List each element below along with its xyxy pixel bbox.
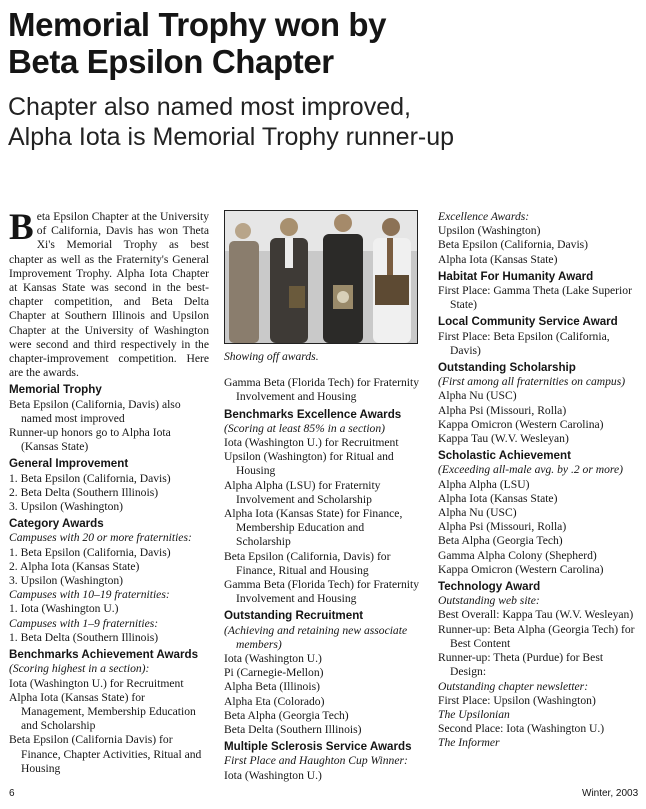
award-entry: Best Overall: Kappa Tau (W.V. Wesleyan): [438, 608, 634, 622]
award-entry: Beta Epsilon (California, Davis) for Finance, Ritual and Housing: [224, 549, 391, 577]
award-entry: 2. Beta Delta (Southern Illinois): [9, 485, 159, 499]
award-entry: Gamma Beta (Florida Tech) for Fraternity Involvement and Housing: [224, 376, 420, 404]
award-entry: First Place: Upsilon (Washington): [438, 693, 596, 707]
award-entry: Alpha Iota (Kansas State): [438, 252, 558, 266]
award-list-1: [9, 383, 209, 775]
subheadline-line: Alpha Iota is Memorial Trophy runner-up: [8, 123, 455, 151]
award-entry: Alpha Eta (Colorado): [224, 694, 325, 708]
section-heading: Habitat For Humanity Award: [438, 269, 594, 283]
award-list-3: [438, 210, 640, 751]
award-entry: 1. Beta Epsilon (California, Davis): [9, 545, 171, 559]
award-entry: 3. Upsilon (Washington): [9, 500, 124, 514]
drop-cap: B: [9, 207, 34, 248]
awards-photo: [224, 210, 418, 344]
column-3: [438, 210, 640, 751]
award-entry: Alpha Beta (Illinois): [224, 680, 320, 694]
award-list-2: [224, 376, 420, 783]
award-entry: 1. Iota (Washington U.): [9, 602, 119, 616]
page-number: 6: [9, 788, 15, 799]
award-entry: First Place: Beta Epsilon (California, Davis): [438, 329, 610, 357]
awards-photo-image: [225, 211, 417, 343]
section-heading: Technology Award: [438, 580, 541, 594]
award-entry: Alpha Alpha (LSU) for Fraternity Involvement and Scholarship: [224, 478, 381, 506]
award-entry: Second Place: Iota (Washington U.): [438, 722, 605, 736]
section-note: The Upsilonian: [438, 707, 510, 721]
section-heading: Category Awards: [9, 517, 104, 531]
award-entry: 2. Alpha Iota (Kansas State): [9, 559, 140, 573]
award-entry: Alpha Iota (Kansas State): [438, 491, 558, 505]
award-entry: Runner-up honors go to Alpha Iota (Kansas State): [9, 426, 171, 454]
section-note: (Exceeding all-male avg. by .2 or more): [438, 463, 624, 477]
award-entry: Beta Delta (Southern Illinois): [224, 723, 362, 737]
subheadline: [8, 92, 638, 152]
award-entry: Runner-up: Beta Alpha (Georgia Tech) for Best Content: [438, 622, 635, 650]
award-entry: Upsilon (Washington): [438, 224, 541, 238]
award-entry: Pi (Carnegie-Mellon): [224, 666, 324, 680]
award-entry: Kappa Omicron (Western Carolina): [438, 562, 604, 576]
award-entry: 1. Beta Delta (Southern Illinois): [9, 630, 159, 644]
headline-line: Beta Epsilon Chapter: [8, 43, 334, 80]
award-entry: Iota (Washington U.): [224, 768, 322, 782]
section-note: First Place and Haughton Cup Winner:: [224, 754, 408, 768]
award-entry: Alpha Nu (USC): [438, 506, 517, 520]
section-heading: Local Community Service Award: [438, 315, 618, 329]
section-note: Campuses with 20 or more fraternities:: [9, 531, 192, 545]
section-note: Outstanding web site:: [438, 594, 540, 608]
award-entry: Alpha Alpha (LSU): [438, 477, 530, 491]
award-entry: Gamma Beta (Florida Tech) for Fraternity Involvement and Housing: [224, 578, 420, 606]
section-heading: Benchmarks Achievement Awards: [9, 648, 199, 662]
section-note: Outstanding chapter newsletter:: [438, 679, 589, 693]
award-entry: Alpha Iota (Kansas State) for Finance, Membership Education and Scholarship: [224, 507, 403, 549]
award-entry: Gamma Alpha Colony (Shepherd): [438, 548, 597, 562]
headline: [8, 6, 638, 80]
award-entry: Iota (Washington U.): [224, 652, 322, 666]
section-note: Campuses with 1–9 fraternities:: [9, 616, 159, 630]
section-heading: Memorial Trophy: [9, 383, 102, 397]
award-entry: Alpha Nu (USC): [438, 389, 517, 403]
award-entry: Kappa Tau (W.V. Wesleyan): [438, 432, 569, 446]
section-heading: Outstanding Scholarship: [438, 361, 576, 375]
award-entry: Upsilon (Washington) for Ritual and Housing: [224, 450, 394, 478]
section-note: (Scoring highest in a section):: [9, 662, 150, 676]
section-heading: Benchmarks Excellence Awards: [224, 407, 402, 421]
section-note: The Informer: [438, 736, 500, 750]
award-entry: 1. Beta Epsilon (California, Davis): [9, 471, 171, 485]
section-note: Excellence Awards:: [438, 210, 530, 223]
award-entry: Beta Epsilon (California Davis) for Finance, Chapter Activities, Ritual and Housing: [9, 733, 202, 775]
column-2: [224, 210, 420, 783]
award-entry: Runner-up: Theta (Purdue) for Best Design:: [438, 651, 604, 679]
section-heading: Outstanding Recruitment: [224, 609, 364, 623]
award-entry: First Place: Gamma Theta (Lake Superior State): [438, 284, 632, 312]
award-entry: Beta Alpha (Georgia Tech): [224, 708, 349, 722]
section-note: Campuses with 10–19 fraternities:: [9, 588, 170, 602]
award-entry: Beta Epsilon (California, Davis) also named most improved: [9, 397, 181, 425]
award-entry: Iota (Washington U.) for Recruitment: [224, 436, 399, 450]
award-entry: Beta Epsilon (California, Davis): [438, 238, 589, 252]
award-entry: Alpha Iota (Kansas State) for Management, Membership Education and Scholarship: [9, 690, 196, 733]
headline-line: Memorial Trophy won by: [8, 6, 387, 43]
section-note: (Achieving and retaining new associate members): [224, 623, 408, 651]
intro-paragraph: [9, 207, 209, 380]
award-entry: 3. Upsilon (Washington): [9, 574, 124, 588]
column-1: [9, 207, 209, 776]
intro-text: eta Epsilon Chapter at the University of California, Davis has won Theta Xi's Memorial Trophy as best chapter as well as the Fraternity's General Improvement Trophy. Alpha Iota Chapter at Kansas State was second in the best-chapter competition, and Beta Delta Chapter at Southern Illinois and Upsilon Chapter at the University of Washington were second and third respectively in the chapter-improvement competition. Here are the awards.: [9, 210, 209, 380]
award-entry: Kappa Omicron (Western Carolina): [438, 417, 604, 431]
award-entry: Beta Alpha (Georgia Tech): [438, 534, 563, 548]
photo-caption: Showing off awards.: [224, 350, 319, 363]
section-heading: General Improvement: [9, 457, 129, 471]
subheadline-line: Chapter also named most improved,: [8, 93, 411, 121]
award-entry: Alpha Psi (Missouri, Rolla): [438, 520, 567, 534]
award-entry: Iota (Washington U.) for Recruitment: [9, 676, 184, 690]
section-note: (Scoring at least 85% in a section): [224, 421, 385, 435]
issue-date: Winter, 2003: [582, 788, 639, 799]
section-heading: Scholastic Achievement: [438, 449, 571, 463]
section-heading: Multiple Sclerosis Service Awards: [224, 740, 412, 754]
section-note: (First among all fraternities on campus): [438, 375, 626, 389]
award-entry: Alpha Psi (Missouri, Rolla): [438, 403, 567, 417]
